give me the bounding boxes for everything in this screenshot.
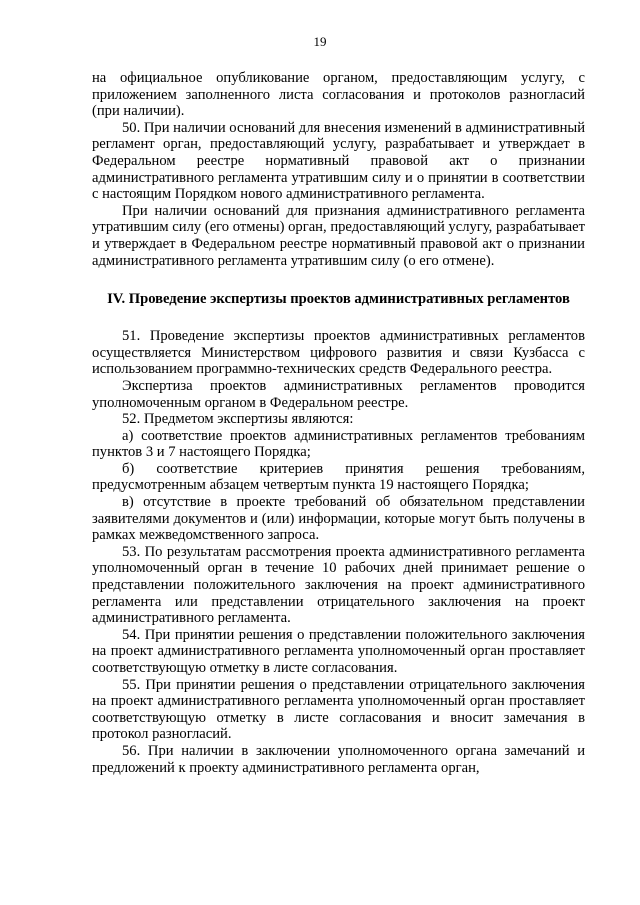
paragraph-item-50: 50. При наличии оснований для внесения изменений в административный регламент орган, предоставляющий услугу, разрабатывает и утверждает в Федеральном реестре нормативный правовой акт о признании административного регламента утратившим силу и о принятии в соответствии с настоящим Порядком нового административного регламента. (92, 119, 586, 203)
section-heading: IV. Проведение экспертизы проектов административных регламентов (107, 291, 570, 308)
paragraph-continuation: на официальное опубликование органом, предоставляющим услугу, с приложением заполненного листа согласования и протоколов разногласий (при наличии). (92, 70, 585, 120)
paragraph-item-52: 52. Предметом экспертизы являются: (122, 411, 354, 428)
page-number: 19 (313, 34, 327, 49)
paragraph-item-52-v: в) отсутствие в проекте требований об обязательном представлении заявителями документов и (или) информации, которые могут быть получены в рамках межведомственного запроса. (92, 494, 585, 544)
paragraph-item-54: 54. При принятии решения о представлении положительного заключения на проект административного регламента уполномоченный орган проставляет соответствующую отметку в листе согласования. (92, 626, 585, 676)
paragraph-expertise-authority: Экспертиза проектов административных регламентов проводится уполномоченным органом в Федеральном реестре. (92, 377, 585, 411)
paragraph-item-56: 56. При наличии в заключении уполномоченного органа замечаний и предложений к проекту административного регламента орган, (92, 742, 585, 776)
paragraph-repeal-grounds: При наличии оснований для признания административного регламента утратившим силу (его отмены) орган, предоставляющий услугу, разрабатывает и утверждает в Федеральном реестре нормативный правовой акт о признании административного регламента утратившим силу (о его отмене). (92, 202, 585, 269)
paragraph-item-51: 51. Проведение экспертизы проектов административных регламентов осуществляется Министерством цифрового развития и связи Кузбасса с использованием программно-технических средств Федерального реестра. (92, 328, 585, 378)
paragraph-item-55: 55. При принятии решения о представлении отрицательного заключения на проект административного регламента уполномоченный орган проставляет соответствующую отметку в листе согласования и вносит замечания в протокол разногласий. (92, 676, 585, 743)
paragraph-item-52-b: б) соответствие критериев принятия решения требованиям, предусмотренным абзацем четвертым пункта 19 настоящего Порядка; (92, 460, 585, 494)
document-body (92, 70, 585, 776)
paragraph-item-52-a: а) соответствие проектов административных регламентов требованиям пунктов 3 и 7 настоящего Порядка; (92, 427, 585, 461)
paragraph-item-53: 53. По результатам рассмотрения проекта административного регламента уполномоченный орган в течение 10 рабочих дней принимает решение о представлении положительного заключения на проект административного регламента или представлении отрицательного заключения на проект административного регламента. (92, 543, 585, 627)
